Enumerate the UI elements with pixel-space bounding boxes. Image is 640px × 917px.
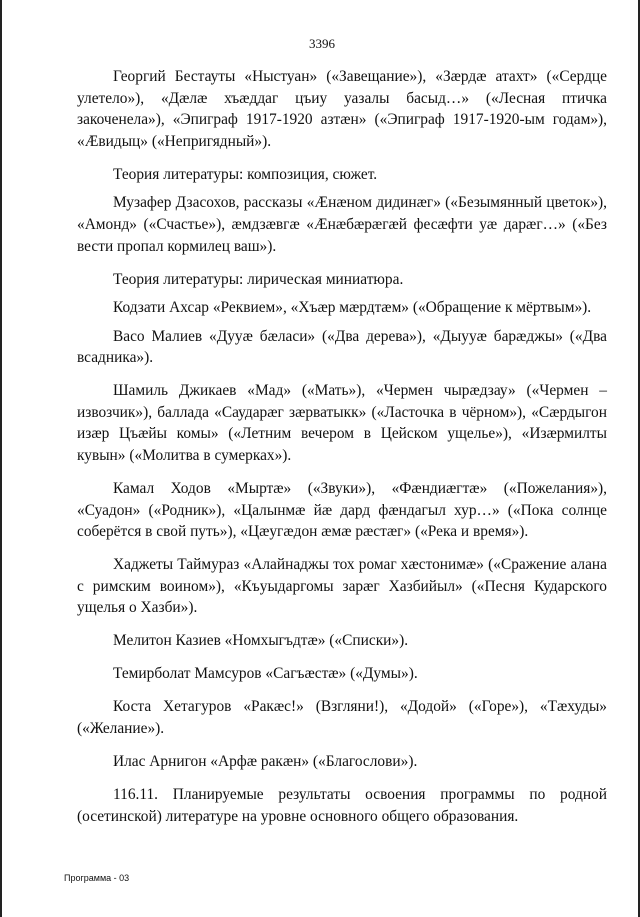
paragraph-khodov: Камал Ходов «Мыртæ» («Звуки»), «Фæндиæгтæ» («Пожелания»), «Суадон» («Родник»), «Цалынмæ йæ дард фæндагыл хур…» («Пока солнце соберётся в свой путь»), «Цæугæдон æмæ рæстæг» («Река и время»). <box>77 480 607 541</box>
paragraph-bestauty: Георгий Бестауты «Ныстуан» («Завещание»), «Зæрдæ атахт» («Сердце улетело»), «Дæлæ хъæддаг цъиу уазалы басыд…» («Лесная птичка закоченела»), «Эпиграф 1917-1920 азтæн» («Эпиграф 1917-1920-ым годам»), «Æвидыц» («Непригядный»). <box>77 68 607 150</box>
paragraph-maliev: Васо Малиев «Дууæ бæласи» («Два дерева»), «Дыууæ барæджы» («Два всадника»). <box>77 327 607 367</box>
paragraph-theory-composition: Теория литературы: композиция, сюжет. <box>113 165 378 183</box>
paragraph-kaziev: Мелитон Казиев «Номхыгъдтæ» («Списки»). <box>113 632 409 650</box>
paragraph-arnigon: Илас Арнигон «Арфæ ракæн» («Благослови»). <box>113 752 418 770</box>
paragraph-mamsurov: Темирболат Мамсуров «Сагъæстæ» («Думы»). <box>113 665 418 683</box>
paragraph-dzasokhov: Музафер Дзасохов, рассказы «Æнæном дидинæг» («Безымянный цветок»), «Амонд» («Счастье»), æмдзæвгæ «Æнæбæрæгæй фесæфти уæ дарæг…» («Без вести пропал кормилец ваш»). <box>77 194 607 255</box>
paragraph-section-116-11: 116.11. Планируемые результаты освоения программы по родной (осетинской) литературе на уровне основного общего образования. <box>77 785 607 825</box>
paragraph-kodzati: Кодзати Ахсар «Реквием», «Хъæр мæрдтæм» («Обращение к мёртвым»). <box>113 299 592 317</box>
page-content <box>77 66 607 839</box>
paragraph-dzhikaev: Шамиль Джикаев «Мад» («Мать»), «Чермен чырæдзау» («Чермен – извозчик»), баллада «Саударæг зæрватыкк» («Ласточка в чёрном»), «Сæрдыгон изæр Цъæйы комы» («Летним вечером в Цейском ущелье»), «Изæрмилты кувын» («Молитва в сумерках»). <box>77 382 607 465</box>
page-number: 3396 <box>309 36 335 51</box>
paragraph-theory-miniature: Теория литературы: лирическая миниатюра. <box>113 270 404 288</box>
paragraph-khadzhety: Хаджеты Таймураз «Алайнаджы тох ромаг хæстонимæ» («Сражение алана с римским воином»), «Къуыдаргомы зарæг Хазбийыл» («Песня Кударского ущелья о Хазби»). <box>77 556 607 617</box>
paragraph-khetagurov: Коста Хетагуров «Ракæс!» (Взгляни!), «Додой» («Горе»), «Тæхуды» («Желание»). <box>77 698 607 737</box>
page-footer: Программа - 03 <box>64 873 130 883</box>
